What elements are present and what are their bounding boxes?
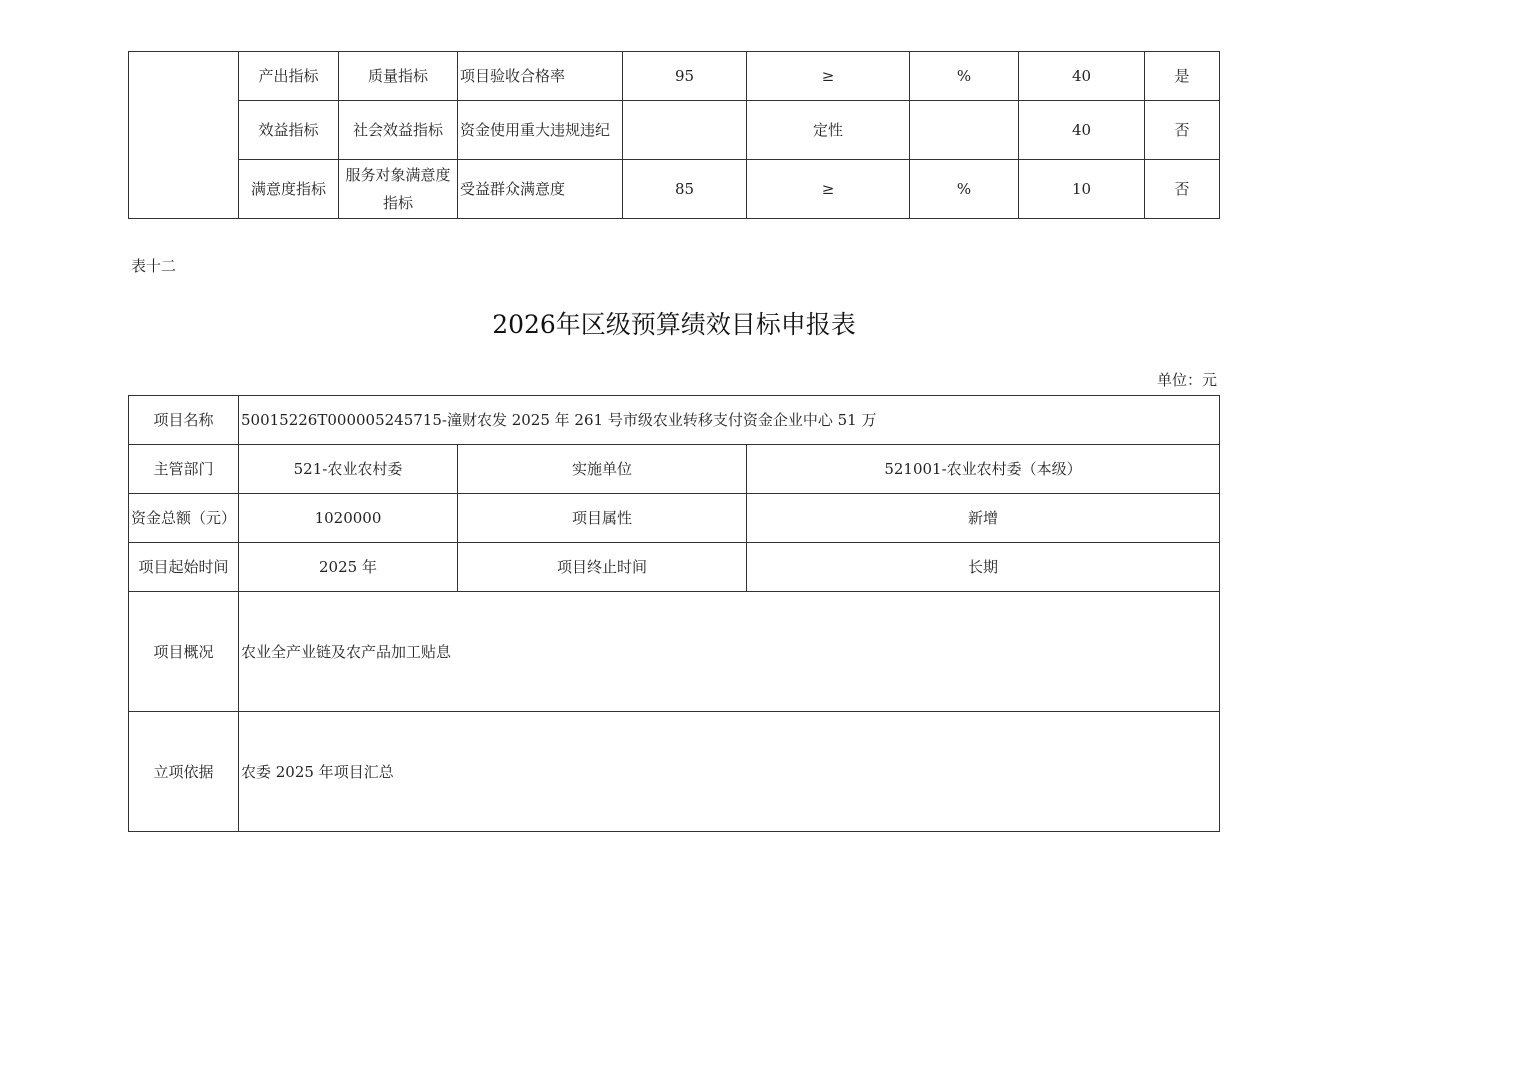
dept-value: 521-农业农村委	[239, 445, 458, 494]
amount-label: 资金总额（元）	[129, 494, 239, 543]
project-name-value: 50015226T000005245715-潼财农发 2025 年 261 号市级农业转移支付资金企业中心 51 万	[239, 396, 1220, 445]
start-time-value: 2025 年	[239, 543, 458, 592]
level2-indicator: 质量指标	[339, 52, 458, 101]
amount-value: 1020000	[239, 494, 458, 543]
project-attr-label: 项目属性	[458, 494, 747, 543]
level1-indicator: 效益指标	[239, 101, 339, 160]
unit-label: 单位：元	[1156, 371, 1217, 389]
level1-indicator: 满意度指标	[239, 160, 339, 219]
table-row	[129, 52, 1220, 101]
table-row	[129, 445, 1220, 494]
basis-value: 农委 2025 年项目汇总	[239, 712, 1220, 832]
indicator-name: 项目验收合格率	[458, 52, 623, 101]
table-row	[129, 494, 1220, 543]
indicator-core: 否	[1145, 160, 1220, 219]
end-time-value: 长期	[747, 543, 1220, 592]
indicator-name: 资金使用重大违规违纪	[458, 101, 623, 160]
indicator-weight: 40	[1019, 101, 1145, 160]
level2-indicator: 社会效益指标	[339, 101, 458, 160]
table-row	[129, 543, 1220, 592]
indicator-weight: 10	[1019, 160, 1145, 219]
budget-application-form	[128, 395, 1220, 832]
indicator-operator: ≥	[747, 160, 910, 219]
impl-unit-value: 521001-农业农村委（本级）	[747, 445, 1220, 494]
end-time-label: 项目终止时间	[458, 543, 747, 592]
table-row	[129, 396, 1220, 445]
start-time-label: 项目起始时间	[129, 543, 239, 592]
indicator-value: 95	[623, 52, 747, 101]
impl-unit-label: 实施单位	[458, 445, 747, 494]
table-row	[129, 160, 1220, 219]
project-attr-value: 新增	[747, 494, 1220, 543]
performance-indicator-table	[128, 51, 1220, 219]
table-row	[129, 101, 1220, 160]
indicator-value	[623, 101, 747, 160]
indicator-unit: %	[910, 160, 1019, 219]
indicator-operator: ≥	[747, 52, 910, 101]
indicator-value: 85	[623, 160, 747, 219]
project-name-label: 项目名称	[129, 396, 239, 445]
overview-label: 项目概况	[129, 592, 239, 712]
indicator-core: 否	[1145, 101, 1220, 160]
table-row	[129, 592, 1220, 712]
indicator-operator: 定性	[747, 101, 910, 160]
merged-blank-cell	[129, 52, 239, 219]
indicator-unit: %	[910, 52, 1019, 101]
level1-indicator: 产出指标	[239, 52, 339, 101]
basis-label: 立项依据	[129, 712, 239, 832]
dept-label: 主管部门	[129, 445, 239, 494]
table-number: 表十二	[131, 257, 177, 275]
overview-value: 农业全产业链及农产品加工贴息	[239, 592, 1220, 712]
indicator-unit	[910, 101, 1019, 160]
indicator-name: 受益群众满意度	[458, 160, 623, 219]
page-title: 2026年区级预算绩效目标申报表	[492, 310, 856, 339]
indicator-weight: 40	[1019, 52, 1145, 101]
level2-indicator: 服务对象满意度指标	[339, 160, 458, 219]
indicator-core: 是	[1145, 52, 1220, 101]
table-row	[129, 712, 1220, 832]
